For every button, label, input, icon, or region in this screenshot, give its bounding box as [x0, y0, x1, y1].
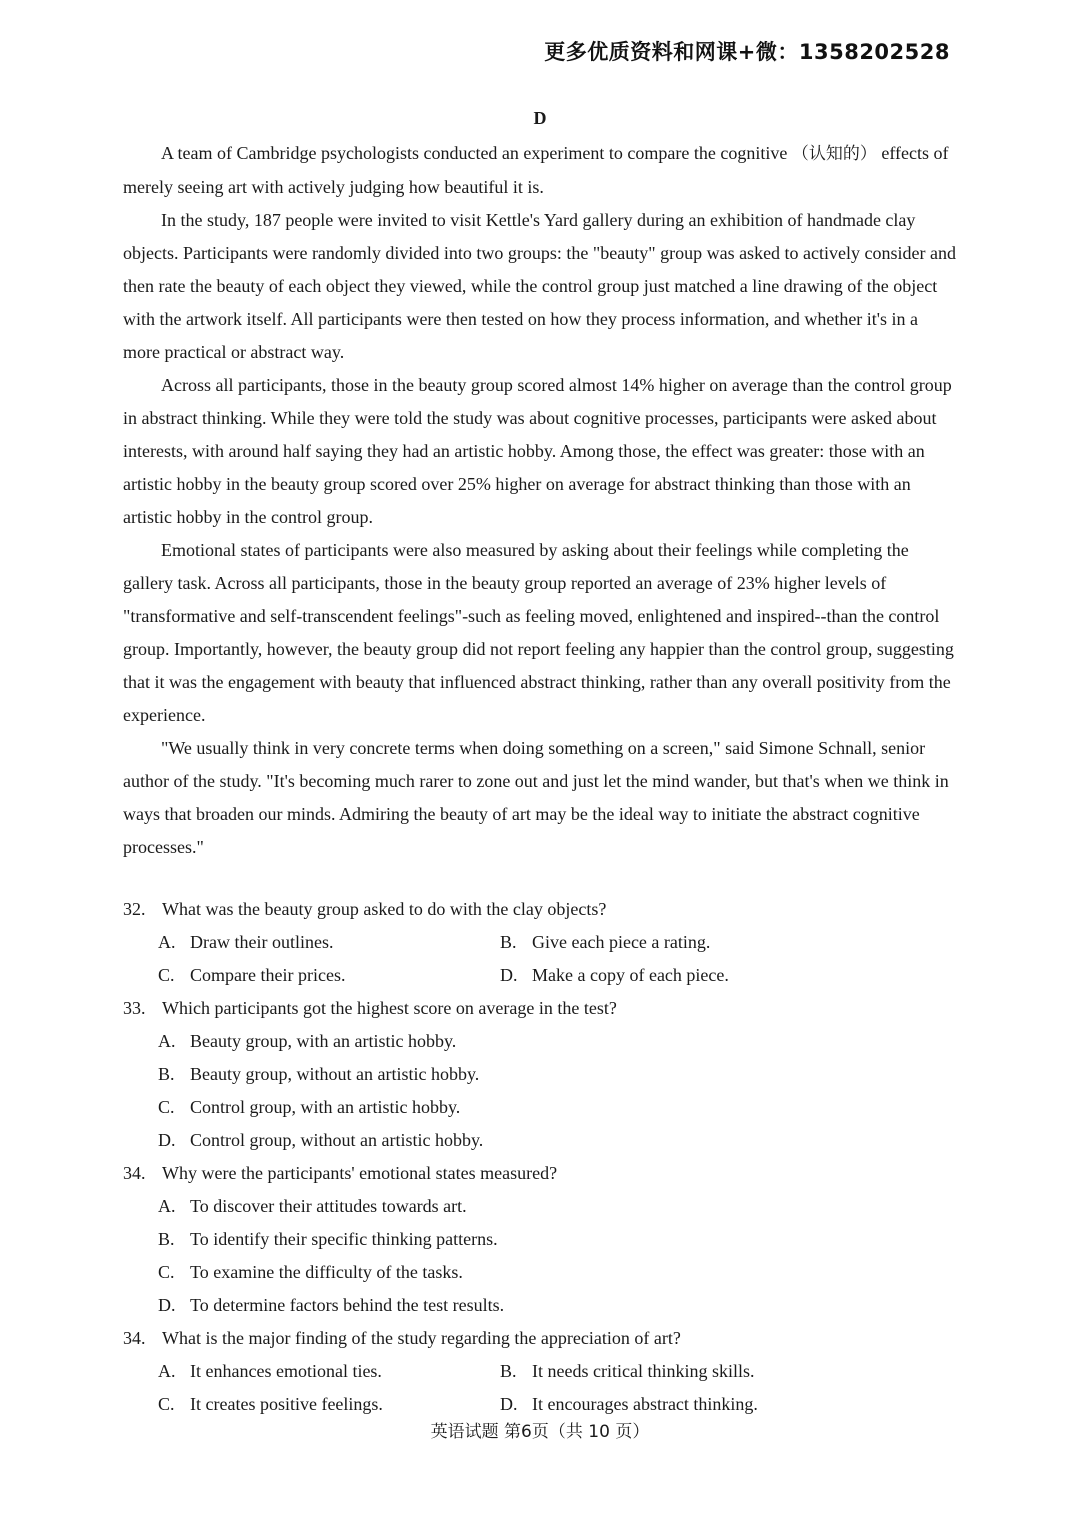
option-letter: C. — [158, 1262, 175, 1282]
option-text: Give each piece a rating. — [532, 932, 711, 952]
option-text: To determine factors behind the test results. — [190, 1295, 505, 1315]
option-c[interactable] — [158, 959, 500, 992]
question-34 — [123, 1157, 957, 1322]
option-d[interactable] — [500, 959, 842, 992]
section-heading: D — [533, 108, 547, 128]
option-d[interactable] — [500, 1388, 842, 1421]
option-a[interactable] — [158, 1355, 500, 1388]
option-text: It enhances emotional ties. — [190, 1361, 382, 1381]
option-grid — [123, 1355, 957, 1421]
option-letter: B. — [158, 1064, 175, 1084]
option-d[interactable] — [158, 1289, 957, 1322]
option-text: To identify their specific thinking patterns. — [190, 1229, 498, 1249]
option-text: To examine the difficulty of the tasks. — [190, 1262, 463, 1282]
question-32 — [123, 893, 957, 992]
option-letter: D. — [158, 1130, 176, 1150]
option-d[interactable] — [158, 1124, 957, 1157]
option-letter: B. — [500, 932, 517, 952]
option-text: It encourages abstract thinking. — [532, 1394, 758, 1414]
question-list — [123, 893, 957, 1421]
option-list — [123, 1025, 957, 1157]
question-number: 34. — [123, 1328, 146, 1348]
question-text: Which participants got the highest score on average in the test? — [162, 998, 617, 1018]
passage-paragraph-2: In the study, 187 people were invited to visit Kettle's Yard gallery during an exhibition of handmade clay objects. Participants were randomly divided into two groups: the "beauty" group was asked to actively consider and then rate the beauty of each object they viewed, while the control group just matched a line drawing of the object with the artwork itself. All participants were then tested on how they process information, and whether it's in a more practical or abstract way. — [123, 210, 956, 362]
option-b[interactable] — [158, 1223, 957, 1256]
option-a[interactable] — [158, 1025, 957, 1058]
option-c[interactable] — [158, 1388, 500, 1421]
passage-paragraph-1 — [123, 137, 957, 204]
option-grid — [123, 926, 957, 992]
option-letter: B. — [500, 1361, 517, 1381]
option-letter: D. — [500, 965, 518, 985]
option-letter: C. — [158, 1394, 175, 1414]
option-b[interactable] — [500, 1355, 842, 1388]
passage-paragraph-3: Across all participants, those in the beauty group scored almost 14% higher on average than the control group in abstract thinking. While they were told the study was about cognitive processes, participants were asked about interests, with around half saying they had an artistic hobby. Among those, the effect was greater: those with an artistic hobby in the beauty group scored over 25% higher on average for abstract thinking than those with an artistic hobby in the control group. — [123, 375, 952, 527]
option-letter: B. — [158, 1229, 175, 1249]
chinese-gloss: （认知的） — [791, 144, 877, 164]
option-letter: A. — [158, 1361, 176, 1381]
passage-paragraph-1-rest: effects of merely seeing art with actively judging how beautiful it is. — [123, 143, 949, 197]
question-33 — [123, 992, 957, 1157]
option-text: It needs critical thinking skills. — [532, 1361, 755, 1381]
option-a[interactable] — [158, 926, 500, 959]
option-letter: D. — [158, 1295, 176, 1315]
question-text: Why were the participants' emotional states measured? — [162, 1163, 558, 1183]
option-letter: A. — [158, 1031, 176, 1051]
option-text: Make a copy of each piece. — [532, 965, 729, 985]
option-c[interactable] — [158, 1256, 957, 1289]
question-text: What is the major finding of the study regarding the appreciation of art? — [162, 1328, 681, 1348]
option-letter: D. — [500, 1394, 518, 1414]
reading-passage — [123, 137, 957, 864]
passage-paragraph-5: "We usually think in very concrete terms when doing something on a screen," said Simone Schnall, senior author of the study. "It's becoming much rarer to zone out and just let the mind wander, but that's when we think in ways that broaden our minds. Admiring the beauty of art may be the ideal way to initiate the abstract cognitive processes." — [123, 738, 949, 857]
option-letter: C. — [158, 1097, 175, 1117]
option-text: Compare their prices. — [190, 965, 346, 985]
question-stem — [123, 1157, 957, 1190]
option-text: Draw their outlines. — [190, 932, 334, 952]
option-letter: A. — [158, 932, 176, 952]
passage-paragraph-4: Emotional states of participants were also measured by asking about their feelings while completing the gallery task. Across all participants, those in the beauty group reported an average of 23% higher levels of "transformative and self-transcendent feelings"-such as feeling moved, enlightened and inspired--than the control group. Importantly, however, the beauty group did not report feeling any happier than the control group, suggesting that it was the engagement with beauty that influenced abstract thinking, rather than any overall positivity from the experience. — [123, 540, 954, 725]
option-letter: C. — [158, 965, 175, 985]
question-stem — [123, 992, 957, 1025]
passage-paragraph-1-text: A team of Cambridge psychologists conducted an experiment to compare the cognitive — [161, 143, 792, 163]
option-list — [123, 1190, 957, 1322]
option-b[interactable] — [500, 926, 842, 959]
header-contact-note: 更多优质资料和网课+微：1358202528 — [544, 40, 950, 64]
option-text: To discover their attitudes towards art. — [190, 1196, 467, 1216]
page-footer: 英语试题 第6页（共 10 页） — [430, 1422, 650, 1442]
question-stem — [123, 893, 957, 926]
question-number: 33. — [123, 998, 146, 1018]
question-stem — [123, 1322, 957, 1355]
question-number: 32. — [123, 899, 146, 919]
option-text: Beauty group, with an artistic hobby. — [190, 1031, 457, 1051]
option-text: It creates positive feelings. — [190, 1394, 383, 1414]
option-text: Control group, without an artistic hobby. — [190, 1130, 484, 1150]
option-text: Control group, with an artistic hobby. — [190, 1097, 461, 1117]
question-text: What was the beauty group asked to do with the clay objects? — [162, 899, 607, 919]
option-a[interactable] — [158, 1190, 957, 1223]
option-b[interactable] — [158, 1058, 957, 1091]
option-letter: A. — [158, 1196, 176, 1216]
question-34-second — [123, 1322, 957, 1421]
question-number: 34. — [123, 1163, 146, 1183]
option-text: Beauty group, without an artistic hobby. — [190, 1064, 480, 1084]
option-c[interactable] — [158, 1091, 957, 1124]
